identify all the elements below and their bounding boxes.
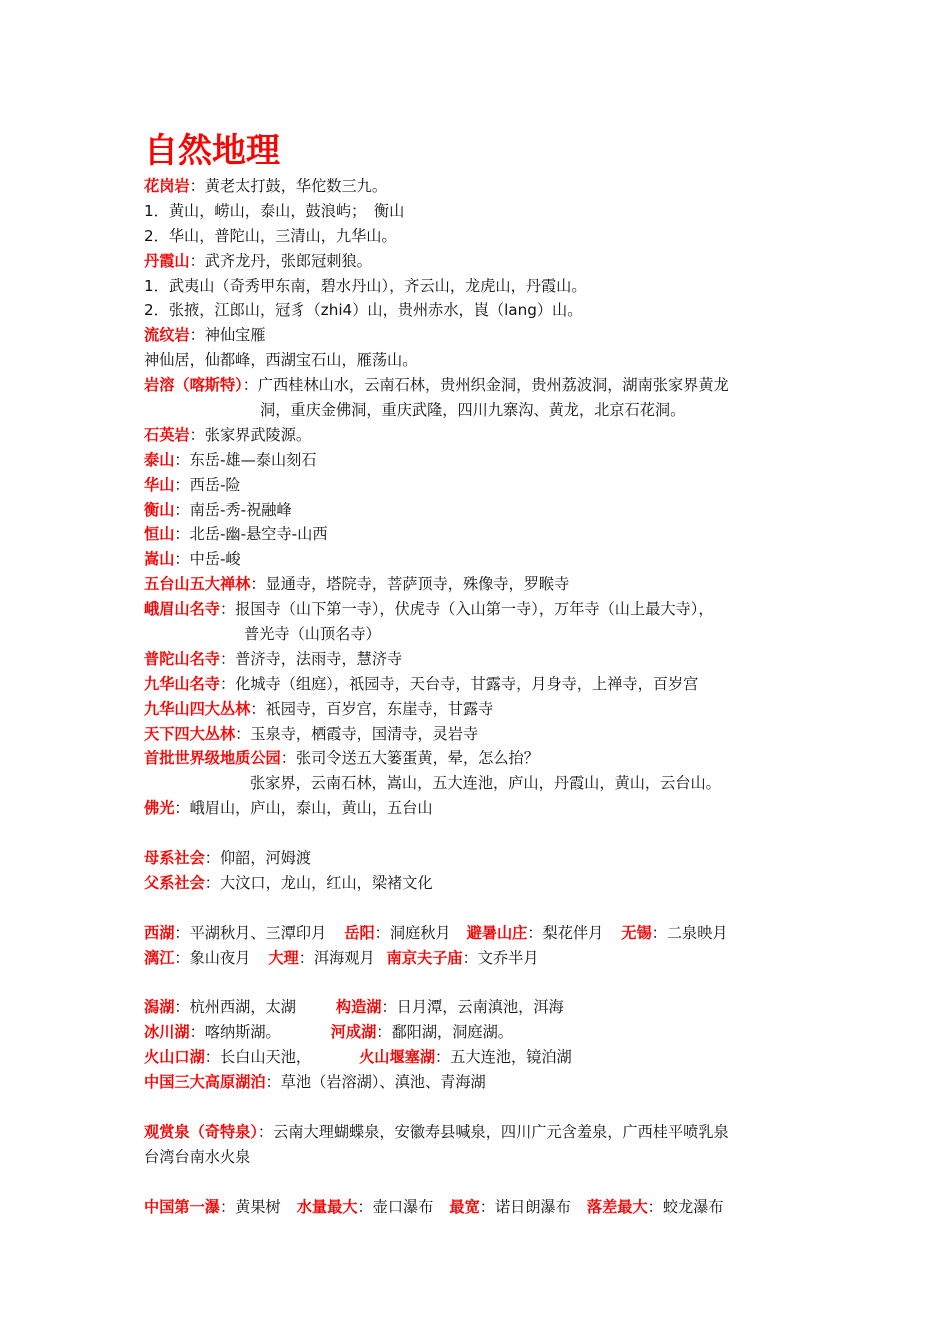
term-description: ：张司令送五大篓蛋黄，晕，怎么抬？ [280,749,539,768]
term-description: ：中岳-峻 [174,550,241,569]
term-label: 衡山 [144,500,175,519]
term-label: 最宽 [449,1197,480,1216]
blank-line [144,1170,824,1195]
body-text: 2．华山，普陀山，三清山，九华山。 [144,226,397,245]
text-line [144,522,824,547]
text-line [144,597,824,622]
document-body [144,174,824,1219]
term-label: 落差最大 [586,1197,648,1216]
page-title: 自然地理 [144,131,280,171]
term-description: ：象山夜月 [174,948,251,967]
body-text: 1．黄山，崂山，泰山，鼓浪屿； 衡山 [144,201,405,220]
term-label: 潟湖 [144,998,175,1017]
blank-line [144,1095,824,1120]
term-label: 天下四大丛林 [144,724,236,743]
term-description: ：杭州西湖，太湖 [174,998,296,1017]
term-description: ：蛟龙瀑布 [647,1197,724,1216]
term-description: ：洱海观月 [298,948,375,967]
term-label: 水量最大 [296,1197,358,1216]
text-line [144,722,824,747]
text-line [144,423,824,448]
text-line [144,323,824,348]
term-description: ：梨花伴月 [527,923,604,942]
term-label: 中国第一瀑 [144,1197,220,1216]
term-description: ：北岳-幽-悬空寺-山西 [174,525,328,544]
term-label: 西湖 [144,923,175,942]
term-label: 九华山四大丛林 [144,699,251,718]
term-description: ：二泉映月 [651,923,728,942]
term-description: ：文乔半月 [462,948,539,967]
term-label: 无锡 [621,923,652,942]
text-line [144,995,824,1020]
text-line [144,672,824,697]
text-line [144,249,824,274]
text-line [144,398,824,423]
term-description: ：大汶口，龙山，红山，梁褚文化 [204,873,433,892]
blank-line [144,971,824,996]
term-label: 花岗岩 [144,177,190,195]
term-label: 普陀山名寺 [144,649,220,668]
text-line [144,199,824,224]
term-description: ：诺日朗瀑布 [479,1197,571,1216]
body-text: 台湾台南水火泉 [144,1147,251,1166]
body-text: 普光寺（山顶名寺） [244,625,381,644]
term-label: 中国三大高原湖泊 [144,1073,266,1092]
term-label: 父系社会 [144,873,205,892]
text-line [144,498,824,523]
text-line [144,274,824,299]
text-line [144,1120,824,1145]
term-description: ：喀纳斯湖。 [189,1023,281,1042]
text-line [144,796,824,821]
term-label: 岩溶（喀斯特） [144,376,243,395]
term-description: ：南岳-秀-祝融峰 [174,500,292,519]
text-line [144,946,824,971]
text-line [144,846,824,871]
body-text: 1．武夷山（奇秀甲东南，碧水丹山），齐云山，龙虎山，丹霞山。 [144,276,587,295]
text-line [144,1145,824,1170]
term-description: ：仰韶，河姆渡 [204,849,312,868]
term-label: 石英岩 [144,425,190,444]
term-description: ：神仙宝雁 [189,326,266,345]
text-line [144,697,824,722]
blank-line [144,821,824,846]
text-line [144,473,824,498]
term-description: ：报国寺（山下第一寺），伏虎寺（入山第一寺），万年寺（山上最大寺）， [219,600,714,619]
text-line [144,771,824,796]
term-description: ：长白山天池， [204,1048,312,1067]
term-description: ：广西桂林山水，云南石林，贵州织金洞，贵州荔波洞，湖南张家界黄龙 [242,376,729,395]
term-label: 嵩山 [144,550,175,569]
text-line [144,174,824,199]
term-description: ：武齐龙丹，张郎冠刺狼。 [189,251,372,270]
term-label: 冰川湖 [144,1023,190,1042]
term-label: 构造湖 [335,998,382,1017]
blank-line [144,896,824,921]
term-label: 母系社会 [144,849,205,868]
term-description: ：显通寺，塔院寺，菩萨顶寺，殊像寺，罗睺寺 [250,575,570,594]
term-description: ：普济寺，法雨寺，慧济寺 [219,649,403,668]
term-label: 大理 [268,948,299,967]
text-line [144,448,824,473]
text-line [144,547,824,572]
text-line [144,871,824,896]
term-label: 五台山五大禅林 [144,575,251,594]
term-label: 火山口湖 [144,1048,205,1067]
term-description: ：张家界武陵源。 [189,425,312,444]
term-label: 流纹岩 [144,326,190,345]
term-label: 避暑山庄 [466,923,528,942]
body-text: 2．张掖，江郎山，冠豸（zhi4）山，贵州赤水，崀（lang）山。 [144,301,583,320]
text-line [144,1045,824,1070]
term-description: ：鄱阳湖，洞庭湖。 [376,1023,513,1042]
text-line [144,348,824,373]
term-description: ：云南大理蝴蝶泉，安徽寿县喊泉，四川广元含羞泉，广西桂平喷乳泉 [257,1122,729,1141]
text-line [144,1020,824,1045]
term-description: ：黄果树 [219,1197,281,1216]
text-line [144,746,824,771]
term-label: 漓江 [144,948,175,967]
text-line [144,572,824,597]
term-label: 岳阳 [344,923,375,942]
term-description: ：平湖秋月、三潭印月 [174,923,327,942]
term-description: ：黄老太打鼓，华佗数三九。 [189,177,387,195]
text-line [144,1070,824,1095]
term-label: 河成湖 [330,1023,377,1042]
term-description: ：洞庭秋月 [374,923,451,942]
term-description: ：壶口瀑布 [357,1197,434,1216]
text-line [144,224,824,249]
text-line [144,373,824,398]
text-line [144,921,824,946]
term-label: 观赏泉（奇特泉） [144,1122,258,1141]
text-line [144,1195,824,1220]
body-text: 洞，重庆金佛洞，重庆武隆，四川九寨沟、黄龙，北京石花洞。 [260,401,686,420]
term-description: ：草池（岩溶湖）、滇池、青海湖 [265,1073,486,1092]
text-line [144,647,824,672]
term-label: 佛光 [144,799,175,818]
term-label: 九华山名寺 [144,674,220,693]
term-label: 丹霞山 [144,251,190,270]
term-description: ：东岳-雄—泰山刻石 [174,450,317,469]
term-label: 恒山 [144,525,175,544]
term-label: 华山 [144,475,175,494]
term-label: 泰山 [144,450,175,469]
term-label: 火山堰塞湖 [359,1048,435,1067]
term-description: ：峨眉山，庐山，泰山，黄山，五台山 [174,799,433,818]
term-description: ：日月潭，云南滇池，洱海 [381,998,564,1017]
term-description: ：五大连池，镜泊湖 [435,1048,572,1067]
term-description: ：西岳-险 [174,475,241,494]
body-text: 神仙居，仙都峰，西湖宝石山，雁荡山。 [144,351,418,370]
term-label: 首批世界级地质公园 [144,749,281,768]
term-label: 南京夫子庙 [386,948,463,967]
term-description: ：化城寺（组庭），祇园寺，天台寺，甘露寺，月身寺，上禅寺，百岁宫 [219,674,699,693]
body-text: 张家界，云南石林，嵩山，五大连池，庐山，丹霞山，黄山，云台山。 [250,774,721,793]
text-line [144,622,824,647]
text-line [144,298,824,323]
term-description: ：祇园寺，百岁宫，东崖寺，甘露寺 [250,699,494,718]
term-label: 峨眉山名寺 [144,600,220,619]
term-description: ：玉泉寺，栖霞寺，国清寺，灵岩寺 [235,724,479,743]
